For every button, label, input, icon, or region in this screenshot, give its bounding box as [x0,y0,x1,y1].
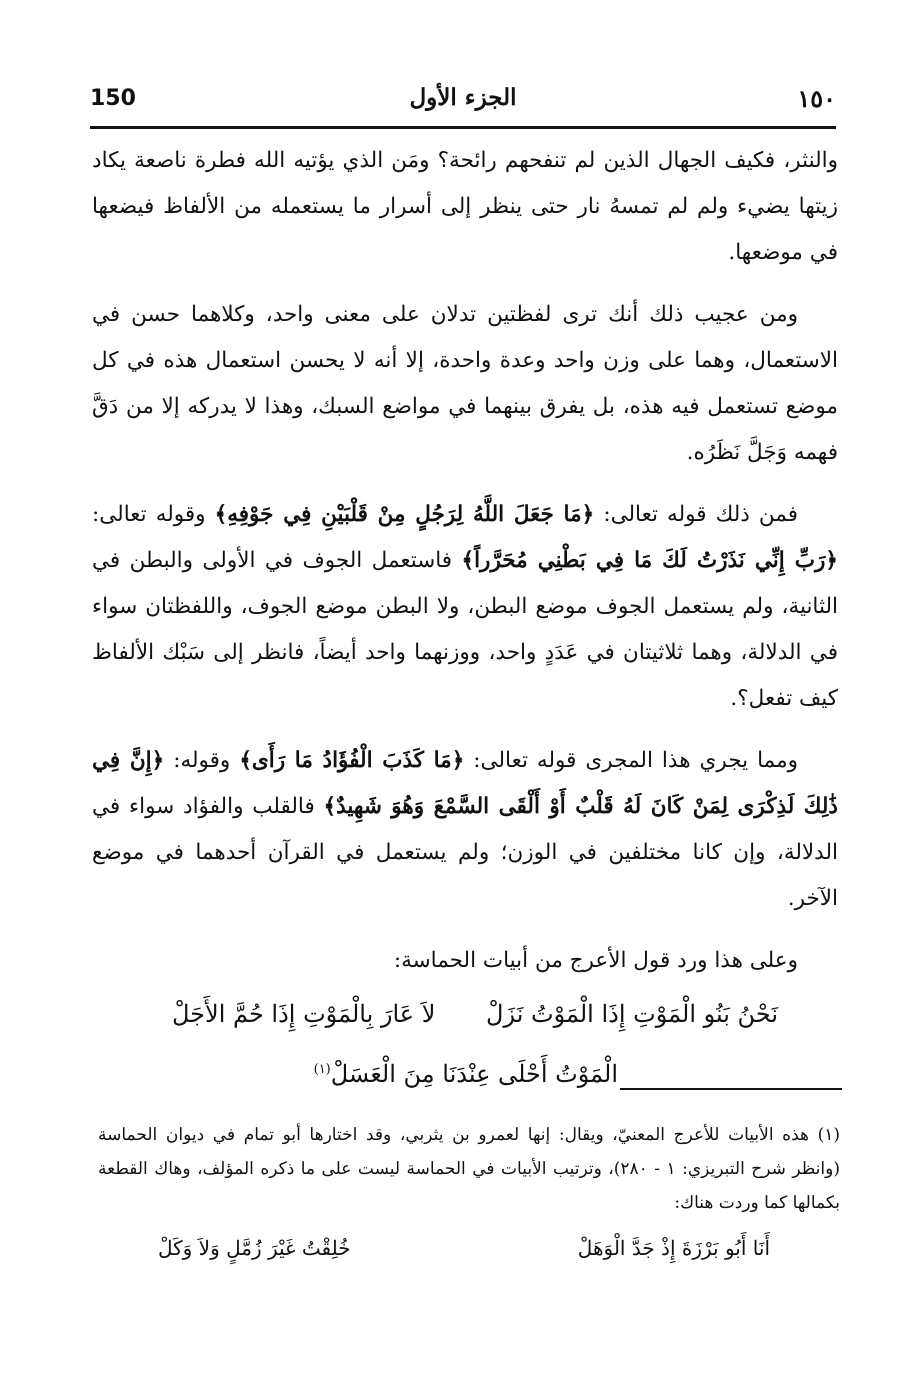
running-title: الجزء الأول [409,84,517,111]
poem-hemistich-3-text: الْمَوْتُ أَحْلَى عِنْدَنَا مِنَ الْعَسَلْ [330,1060,618,1088]
footnote-verse [98,1226,840,1270]
poem-line-1 [92,986,838,1042]
page-body [92,138,838,1102]
poem-line-2 [92,1042,838,1102]
quran-quote-batn: ﴿رَبِّ إِنِّي نَذَرْتُ لَكَ مَا فِي بَطْنِي مُحَرَّراً﴾ [461,548,838,573]
paragraph-1: والنثر، فكيف الجهال الذين لم تنفحهم رائحة؟ ومَن الذي يؤتيه الله فطرة ناصعة يكاد زيتها يضيء ولم لم تمسهُ نار حتى ينظر إلى أسرار ما يستعمله من الألفاظ فيضعها في موضعها. [92,148,838,265]
paragraph-4-text-a: ومما يجري هذا المجرى قوله تعالى: [464,748,798,773]
paragraph-3-text-b: وقوله تعالى: [92,502,215,527]
footnote-verse-right: أَنَا أَبُو بَرْزَةَ إِذْ جَدَّ الْوَهَلْ [577,1236,770,1260]
poem-hemistich-3 [314,1042,618,1102]
verse-intro: وعلى هذا ورد قول الأعرج من أبيات الحماسة: [393,948,798,973]
quran-quote-fuad: ﴿مَا كَذَبَ الْفُؤَادُ مَا رَأَى﴾ [239,748,465,773]
paragraph-4-text-c: فالقلب والفؤاد سواء في الدلالة، وإن كانا مختلفين في الوزن؛ ولم يستعمل في القرآن أحدهما في موضع الآخر. [92,794,838,911]
poem [92,986,838,1102]
paragraph-4-text-b: وقوله: [164,748,240,773]
paragraph-3 [92,492,838,722]
page-number-arabic: ١٥٠ [797,84,836,113]
page-header [90,82,836,122]
footnote-verse-left: خُلِقْتُ غَيْرَ زُمَّلٍ وَلاَ وَكَلْ [158,1236,351,1260]
paragraph-3-text-c: فاستعمل الجوف في الأولى والبطن في الثانية، ولم يستعمل الجوف موضع البطن، ولا البطن موضع الجوف، واللفظتان سواء في الدلالة، وهما ثلاثيتان في عَدَدٍ واحد، ووزنهما واحد أيضاً، فانظر إلى سَبْك الألفاظ كيف تفعل؟. [92,548,839,711]
quran-quote-jawf: ﴿مَا جَعَلَ اللَّهُ لِرَجُلٍ مِنْ قَلْبَيْنِ فِي جَوْفِهِ﴾ [214,502,595,527]
page-number-latin: 150 [90,86,136,111]
poem-hemistich-2: لاَ عَارَ بِالْمَوْتِ إِذَا حُمَّ الأَجَلْ [172,1000,436,1028]
header-rule [90,126,836,129]
footnote-rule [620,1088,842,1090]
footnotes [98,1118,840,1270]
footnote-1: (١) هذه الأبيات للأعرج المعنيّ، ويقال: إنها لعمرو بن يثربي، وقد اختارها أبو تمام في ديوان الحماسة (وانظر شرح التبريزي: ١ - ٢٨٠)، وترتيب الأبيات في الحماسة ليست على ما ذكره المؤلف، وهاك القطعة بكمالها كما وردت هناك: [98,1125,840,1213]
quran-quote-qalb: ﴿إِنَّ فِي ذَٰلِكَ لَذِكْرَى لِمَنْ كَانَ لَهُ قَلْبٌ أَوْ أَلْقَى السَّمْعَ وَهُوَ شَهِيدٌ﴾ [92,748,838,819]
paragraph-4 [92,738,838,922]
paragraph-3-text-a: فمن ذلك قوله تعالى: [594,502,798,527]
poem-hemistich-1: نَحْنُ بَنُو الْمَوْتِ إِذَا الْمَوْتُ نَزَلْ [486,1000,778,1028]
footnote-marker: (١) [313,1062,331,1077]
paragraph-2: ومن عجيب ذلك أنك ترى لفظتين تدلان على معنى واحد، وكلاهما حسن في الاستعمال، وهما على وزن واحد وعدة واحدة، إلا أنه لا يحسن استعمال هذه في كل موضع تستعمل فيه هذه، بل يفرق بينهما في مواضع السبك، وهذا لا يدركه إلا من دَقَّ فهمه وَجَلَّ نَظَرُه. [92,302,838,465]
